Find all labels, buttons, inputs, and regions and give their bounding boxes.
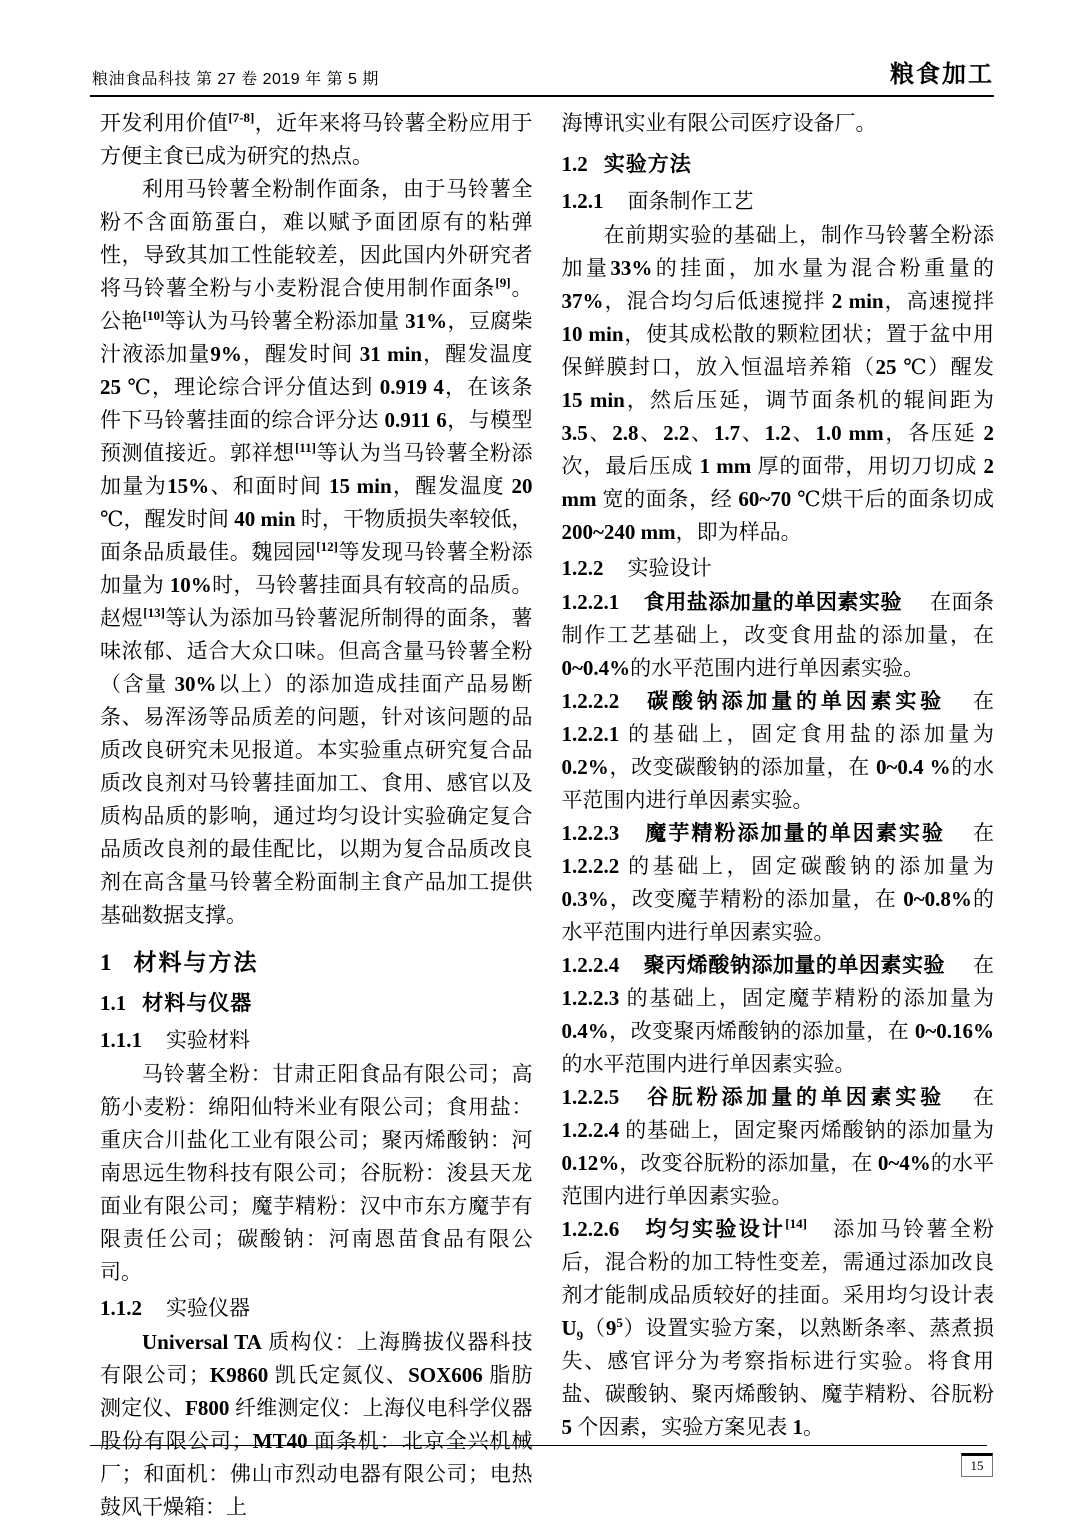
formula-superscript: 5 [616,1315,623,1330]
column-topic-title: 粮食加工 [890,61,994,88]
paragraph-instruments-continued: 海博讯实业有限公司医疗设备厂。 [561,111,877,135]
paragraph-instruments-suppliers: Universal TA 质构仪：上海腾拔仪器科技有限公司；K9860 凯氏定氮仪、SOX606 脂肪测定仪、F800 纤维测定仪：上海仪电科学仪器股份有限公司；MT40 面条机：北京全兴机械厂；和面机：佛山市烈动电器有限公司；电热鼓风干燥箱：上 [100,1330,533,1519]
page-number-text: 15 [970,1458,984,1473]
heading-1-2-experimental-methods: 1.2 实验方法 [561,152,692,176]
citation-ref: [14] [785,1216,807,1231]
paragraph-literature-review: 利用马铃薯全粉制作面条，由于马铃薯全粉不含面筋蛋白，难以赋予面团原有的粘弹性，导致其加工性能较差，因此国内外研究者将马铃薯全粉与小麦粉混合使用制作面条[9]。公艳[10]等认为马铃薯全粉添加量 31%，豆腐柴汁液添加量9%，醒发时间 31 min，醒发温度 25 ℃，理论综合评分值达到 0.919 4，在该条件下马铃薯挂面的综合评分达 0.911 6，与模型预测值接近。郭祥想[11]等认为当马铃薯全粉添加量为15%、和面时间 15 min，醒发温度 20 ℃，醒发时间 40 min 时，干物质损失率较低，面条品质最佳。魏园园[12]等发现马铃薯全粉添加量为 10%时，马铃薯挂面具有较高的品质。赵煜[13]等认为添加马铃薯泥所制得的面条，薯味浓郁、适合大众口味。但高含量马铃薯全粉（含量 30%以上）的添加造成挂面产品易断条、易浑汤等品质差的问题，针对该问题的品质改良研究未见报道。本实验重点研究复合品质改良剂对马铃薯挂面加工、食用、感官以及质构品质的影响，通过均匀设计实验确定复合品质改良剂的最佳配比，以期为复合品质改良剂在高含量马铃薯全粉面制主食产品加工提供基础数据支撑。 [100,177,533,927]
citation-ref: [9] [495,275,511,290]
citation-ref: [10] [142,308,165,323]
heading-1-1-2-experimental-instruments: 1.1.2 实验仪器 [100,1296,250,1320]
section-1-2-2-2-sodium-carbonate-single-factor: 1.2.2.2 碳酸钠添加量的单因素实验 在 1.2.2.1 的基础上，固定食用盐的添加量为 0.2%，改变碳酸钠的添加量，在 0~0.4 %的水平范围内进行单因素实验。 [561,689,995,812]
heading-1-materials-and-methods: 1 材料与方法 [100,949,259,975]
paragraph-intro-continued: 开发利用价值[7-8]，近年来将马铃薯全粉应用于方便主食已成为研究的热点。 [100,110,533,168]
left-column [100,107,533,1524]
heading-1-2-2-experimental-design: 1.2.2 实验设计 [561,556,712,580]
section-1-2-2-5-gluten-single-factor: 1.2.2.5 谷朊粉添加量的单因素实验 在 1.2.2.4 的基础上，固定聚丙烯酸钠的添加量为 0.12%，改变谷朊粉的添加量，在 0~4%的水平范围内进行单因素实验。 [561,1085,995,1208]
citation-ref: [12] [316,539,338,554]
header-divider [90,95,994,97]
right-column [562,107,995,1524]
page-number-box [961,1453,993,1477]
section-1-2-2-6-uniform-design: 1.2.2.6 均匀实验设计[14] 添加马铃薯全粉后，混合粉的加工特性变差，需通过添加改良剂才能制成品质较好的挂面。采用均匀设计表 $U_9(9^5)$设置实验方案，以熟断条率、蒸煮损失、感官评分为考察指标进行实验。将食用盐、碳酸钠、聚丙烯酸钠、魔芋精粉、谷朊粉 5 个因素，实验方案见表 1。 [561,1216,995,1439]
formula-subscript: 9 [576,1328,584,1344]
page-header [92,54,994,89]
paragraph-materials-suppliers: 马铃薯全粉：甘肃正阳食品有限公司；高筋小麦粉：绵阳仙特米业有限公司；食用盐：重庆合川盐化工业有限公司；聚丙烯酸钠：河南思远生物科技有限公司；谷朊粉：浚县天龙面业有限公司；魔芋精粉：汉中市东方魔芋有限责任公司；碳酸钠：河南恩苗食品有限公司。 [100,1062,533,1284]
paragraph-noodle-process: 在前期实验的基础上，制作马铃薯全粉添加量33%的挂面，加水量为混合粉重量的 37%，混合均匀后低速搅拌 2 min，高速搅拌 10 min，使其成松散的颗粒团状；置于盆中用保鲜膜封口，放入恒温培养箱（25 ℃）醒发 15 min，然后压延，调节面条机的辊间距为 3.5、2.8、2.2、1.7、1.2、1.0 mm，各压延 2 次，最后压成 1 mm 厚的面带，用切刀切成 2 mm 宽的面条，经 60~70 ℃烘干后的面条切成 200~240 mm，即为样品。 [561,223,995,544]
citation-ref: [11] [294,440,316,455]
footer-divider [90,1445,987,1446]
citation-ref: [7-8] [228,110,255,125]
heading-1-1-materials-and-instruments: 1.1 材料与仪器 [100,991,253,1015]
article-body [100,107,994,1524]
citation-ref: [13] [143,605,165,620]
section-1-2-2-3-konjac-flour-single-factor: 1.2.2.3 魔芋精粉添加量的单因素实验 在 1.2.2.2 的基础上，固定碳酸钠的添加量为 0.3%，改变魔芋精粉的添加量，在 0~0.8%的水平范围内进行单因素实验。 [561,821,995,944]
section-1-2-2-1-salt-single-factor: 1.2.2.1 食用盐添加量的单因素实验 在面条制作工艺基础上，改变食用盐的添加量，在 0~0.4%的水平范围内进行单因素实验。 [561,590,995,680]
journal-issue-info: 粮油食品科技 第 27 卷 2019 年 第 5 期 [92,71,379,88]
heading-1-1-1-experimental-materials: 1.1.1 实验材料 [100,1028,250,1052]
section-1-2-2-4-sodium-polyacrylate-single-factor: 1.2.2.4 聚丙烯酸钠添加量的单因素实验 在 1.2.2.3 的基础上，固定魔芋精粉的添加量为 0.4%，改变聚丙烯酸钠的添加量，在 0~0.16%的水平范围内进行单因素实验。 [561,953,994,1076]
heading-1-2-1-noodle-making-process: 1.2.1 面条制作工艺 [561,189,754,213]
